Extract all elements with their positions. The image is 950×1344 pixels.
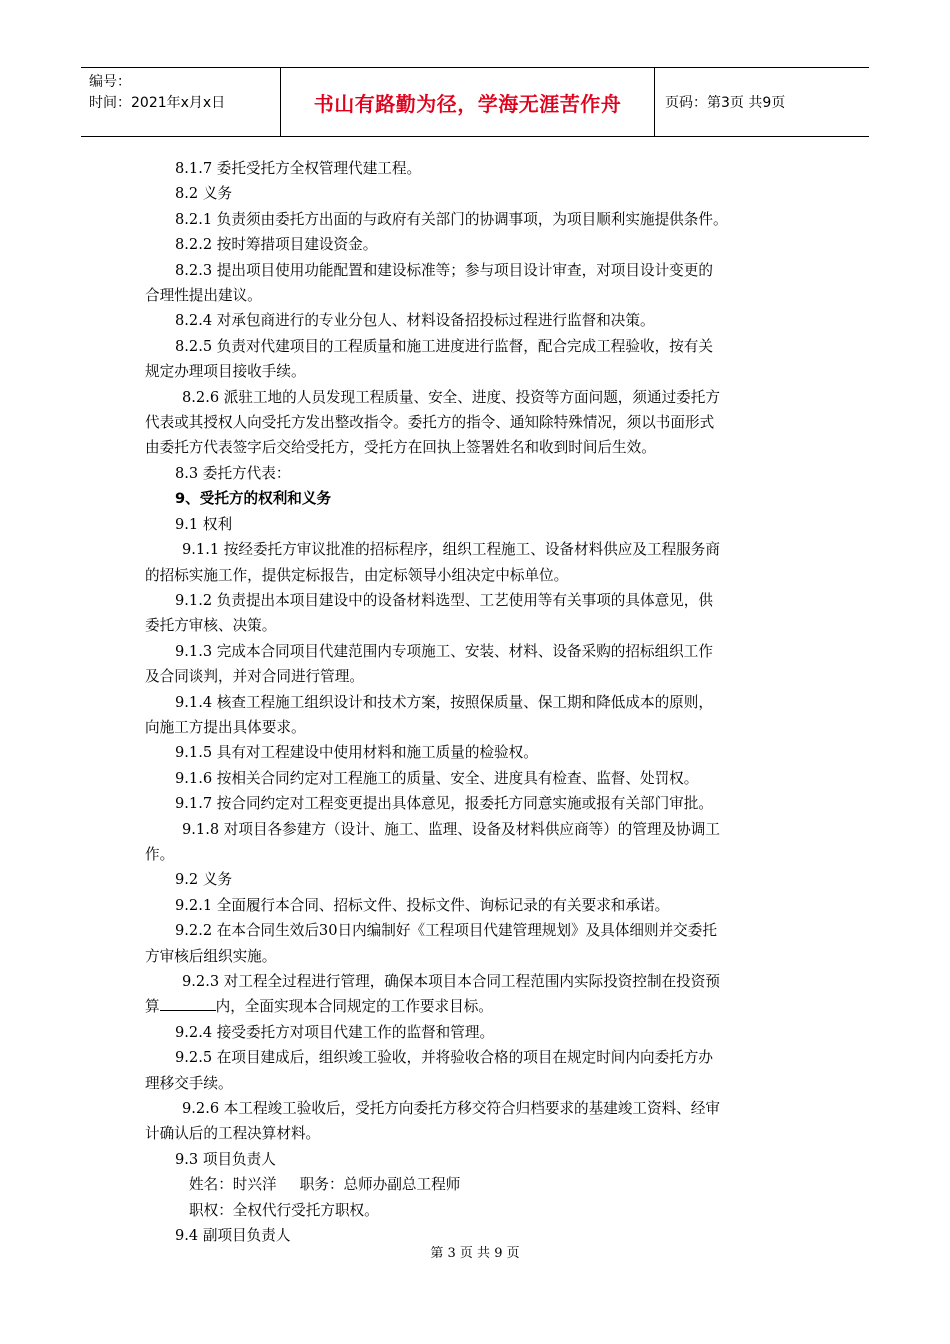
project-leader-name: 姓名：时兴洋 职务：总师办副总工程师 [189, 1176, 461, 1194]
paragraph-continuation: 方审核后组织实施。 [145, 947, 277, 965]
paragraph: 8.2.6 派驻工地的人员发现工程质量、安全、进度、投资等方面问题，须通过委托方 [182, 388, 720, 406]
paragraph-continuation: 委托方审核、决策。 [145, 617, 277, 635]
paragraph-continuation: 由委托方代表签字后交给受托方，受托方在回执上签署姓名和收到时间后生效。 [145, 439, 656, 457]
serial-number-label: 编号： [89, 74, 131, 90]
paragraph: 8.1.7 委托受托方全权管理代建工程。 [175, 160, 422, 177]
paragraph: 8.2.4 对承包商进行的专业分包人、材料设备招投标过程进行监督和决策。 [175, 312, 655, 330]
chapter-heading: 9、受托方的权利和义务 [175, 490, 332, 508]
paragraph: 8.3 委托方代表： [175, 464, 291, 482]
blank-prefix-text: 算 [145, 998, 160, 1016]
paragraph: 9.2.4 接受委托方对项目代建工作的监督和管理。 [175, 1023, 495, 1041]
header-motto: 书山有路勤为径，学海无涯苦作舟 [281, 68, 655, 136]
paragraph: 9.1.6 按相关合同约定对工程施工的质量、安全、进度具有检查、监督、处罚权。 [175, 769, 699, 787]
section-heading: 9.4 副项目负责人 [175, 1227, 291, 1245]
paragraph: 8.2.1 负责须由委托方出面的与政府有关部门的协调事项，为项目顺利实施提供条件。 [175, 210, 728, 228]
section-heading: 9.2 义务 [175, 871, 233, 889]
header-page-info: 页码：第3页 共9页 [665, 95, 786, 111]
paragraph: 9.1.7 按合同约定对工程变更提出具体意见，报委托方同意实施或报有关部门审批。 [175, 795, 713, 813]
paragraph: 9.1.2 负责提出本项目建设中的设备材料选型、工艺使用等有关事项的具体意见，供 [175, 591, 713, 609]
paragraph-continuation: 合理性提出建议。 [145, 287, 262, 305]
paragraph: 9.2.6 本工程竣工验收后，受托方向委托方移交符合归档要求的基建竣工资料、经审 [182, 1100, 720, 1118]
paragraph-continuation: 及合同谈判，并对合同进行管理。 [145, 668, 364, 686]
paragraph: 8.2.5 负责对代建项目的工程质量和施工进度进行监督，配合完成工程验收，按有关 [175, 337, 713, 355]
paragraph-continuation: 代表或其授权人向受托方发出整改指令。委托方的指令、通知除特殊情况，须以书面形式 [145, 414, 715, 432]
paragraph: 9.1.5 具有对工程建设中使用材料和施工质量的检验权。 [175, 744, 538, 762]
fill-in-blank [160, 996, 216, 1011]
project-leader-authority: 职权：全权代行受托方职权。 [189, 1201, 379, 1219]
date-label: 时间：2021年x月x日 [89, 95, 226, 111]
paragraph: 9.1.8 对项目各参建方（设计、施工、监理、设备及材料供应商等）的管理及协调工 [182, 820, 720, 838]
paragraph: 9.2.5 在项目建成后，组织竣工验收，并将验收合格的项目在规定时间内向委托方办 [175, 1049, 713, 1067]
document-body [145, 156, 815, 1248]
page-footer: 第 3 页 共 9 页 [430, 1246, 520, 1261]
paragraph: 9.2.2 在本合同生效后30日内编制好《工程项目代建管理规划》及具体细则并交委托 [175, 922, 717, 940]
paragraph-continuation: 作。 [145, 845, 175, 863]
paragraph-continuation: 向施工方提出具体要求。 [145, 718, 306, 736]
header-meta-cell [81, 68, 281, 136]
paragraph-continuation: 的招标实施工作，提供定标报告，由定标领导小组决定中标单位。 [145, 566, 569, 584]
paragraph-continuation: 计确认后的工程决算材料。 [145, 1125, 321, 1143]
blank-suffix-text: 内，全面实现本合同规定的工作要求目标。 [215, 998, 493, 1016]
section-heading: 8.2 义务 [175, 185, 233, 203]
paragraph: 9.2.3 对工程全过程进行管理，确保本项目本合同工程范围内实际投资控制在投资预 [182, 973, 720, 990]
paragraph: 8.2.2 按时筹措项目建设资金。 [175, 236, 378, 254]
section-heading: 9.1 权利 [175, 515, 233, 533]
paragraph-with-blank [145, 994, 815, 1019]
paragraph: 9.2.1 全面履行本合同、招标文件、投标文件、询标记录的有关要求和承诺。 [175, 896, 670, 914]
paragraph: 9.1.3 完成本合同项目代建范围内专项施工、安装、材料、设备采购的招标组织工作 [175, 642, 713, 660]
paragraph: 8.2.3 提出项目使用功能配置和建设标准等；参与项目设计审查，对项目设计变更的 [175, 261, 713, 279]
paragraph: 9.1.1 按经委托方审议批准的招标程序，组织工程施工、设备材料供应及工程服务商 [182, 541, 720, 559]
paragraph: 9.1.4 核查工程施工组织设计和技术方案，按照保质量、保工期和降低成本的原则， [175, 693, 713, 711]
paragraph-continuation: 规定办理项目接收手续。 [145, 363, 306, 381]
section-heading: 9.3 项目负责人 [175, 1150, 276, 1168]
paragraph-continuation: 理移交手续。 [145, 1074, 233, 1092]
document-header [81, 67, 869, 137]
